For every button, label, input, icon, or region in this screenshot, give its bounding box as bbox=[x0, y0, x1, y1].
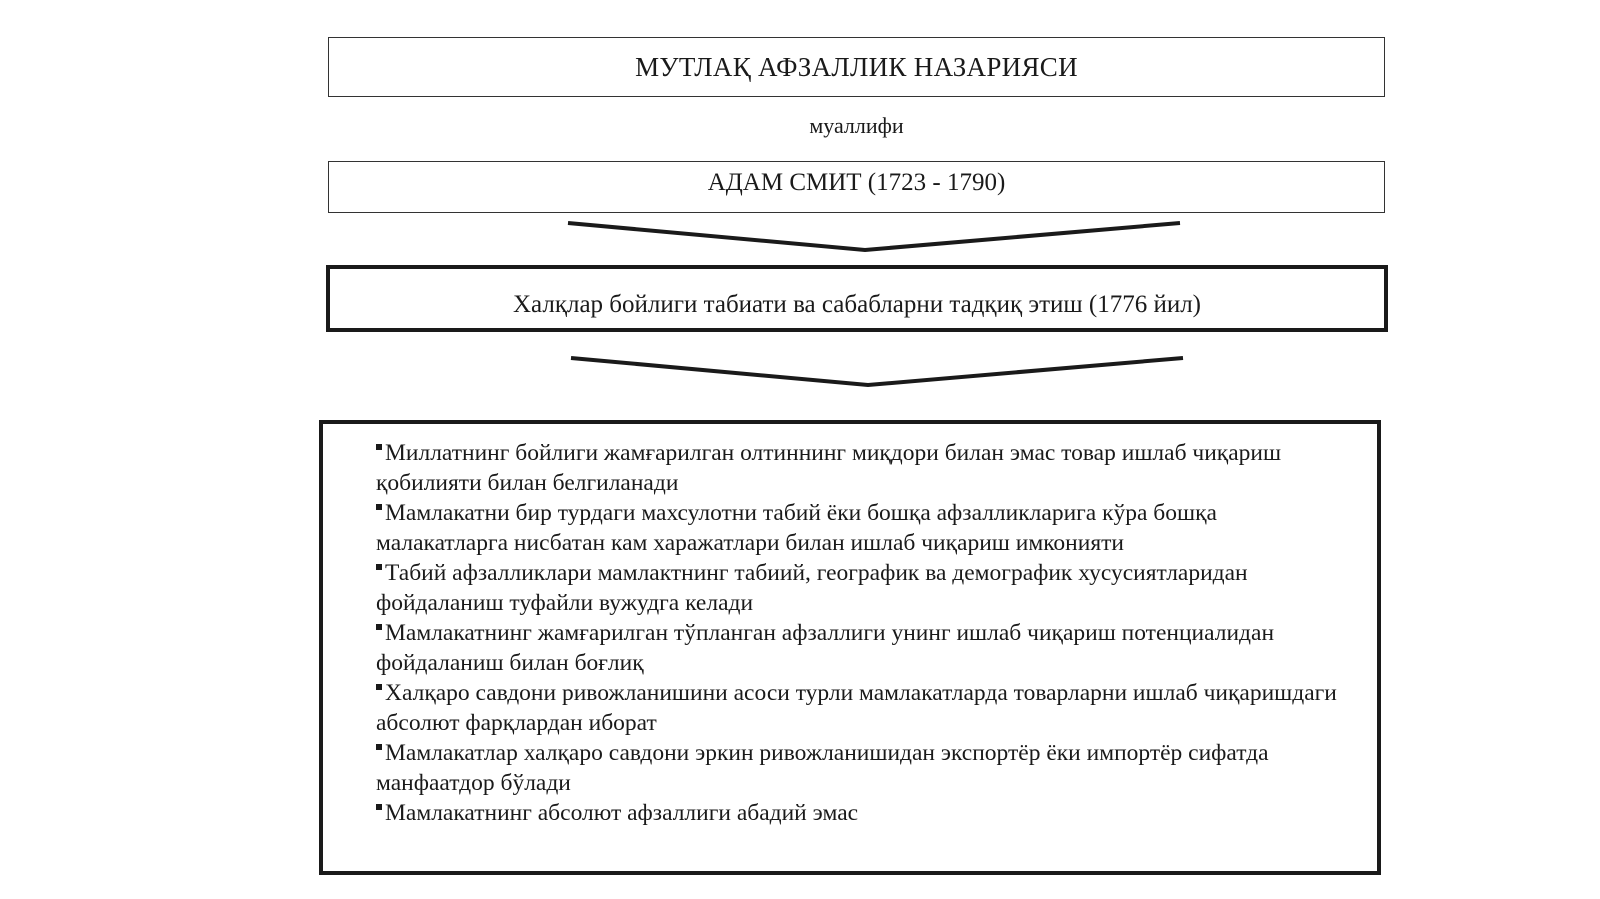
bullet-icon bbox=[376, 564, 382, 570]
principles-box bbox=[319, 420, 1381, 875]
bullet-icon bbox=[376, 504, 382, 510]
chevron-down-icon bbox=[563, 350, 1183, 390]
author-name: АДАМ СМИТ (1723 - 1790) bbox=[707, 169, 1006, 196]
principle-text: Табий афзалликлари мамлактнинг табиий, географик ва демографик хусусиятларидан фойдаланиш туфайли вужудга келади bbox=[376, 560, 1248, 616]
list-item bbox=[376, 678, 1337, 738]
list-item bbox=[376, 438, 1337, 498]
bullet-icon bbox=[376, 804, 382, 810]
principle-text: Миллатнинг бойлиги жамғарилган олтиннинг миқдори билан эмас товар ишлаб чиқариш қобилияти билан белгиланади bbox=[376, 440, 1282, 496]
list-item bbox=[376, 738, 1337, 798]
author-box bbox=[328, 161, 1385, 213]
bullet-icon bbox=[376, 624, 382, 630]
list-item bbox=[376, 498, 1337, 558]
chevron-down-icon bbox=[560, 215, 1180, 255]
bullet-icon bbox=[376, 744, 382, 750]
author-label: муаллифи bbox=[809, 113, 904, 138]
list-item bbox=[376, 618, 1337, 678]
bullet-icon bbox=[376, 684, 382, 690]
list-item bbox=[376, 798, 1337, 828]
principle-text: Халқаро савдони ривожланишини асоси турли мамлакатларда товарларни ишлаб чиқаришдаги абсолют фарқлардан иборат bbox=[376, 680, 1337, 736]
principle-text: Мамлакатлар халқаро савдони эркин ривожланишидан экспортёр ёки импортёр сифатда манфаатдор бўлади bbox=[376, 740, 1269, 796]
principle-text: Мамлакатнинг абсолют афзаллиги абадий эмас bbox=[385, 800, 859, 826]
theory-title: МУТЛАҚ АФЗАЛЛИК НАЗАРИЯСИ bbox=[635, 51, 1078, 82]
theory-title-box bbox=[328, 37, 1385, 97]
principle-text: Мамлакатнинг жамғарилган тўпланган афзаллиги унинг ишлаб чиқариш потенциалидан фойдаланиш билан боғлиқ bbox=[376, 620, 1275, 676]
principle-text: Мамлакатни бир турдаги махсулотни табий ёки бошқа афзалликларига кўра бошқа малакатларга нисбатан кам харажатлари билан ишлаб чиқариш имконияти bbox=[376, 500, 1217, 556]
list-item bbox=[376, 558, 1337, 618]
book-box bbox=[326, 265, 1388, 332]
principles-list bbox=[376, 438, 1337, 828]
bullet-icon bbox=[376, 444, 382, 450]
book-title: Халқлар бойлиги табиати ва сабабларни тадқиқ этиш (1776 йил) bbox=[512, 290, 1202, 318]
